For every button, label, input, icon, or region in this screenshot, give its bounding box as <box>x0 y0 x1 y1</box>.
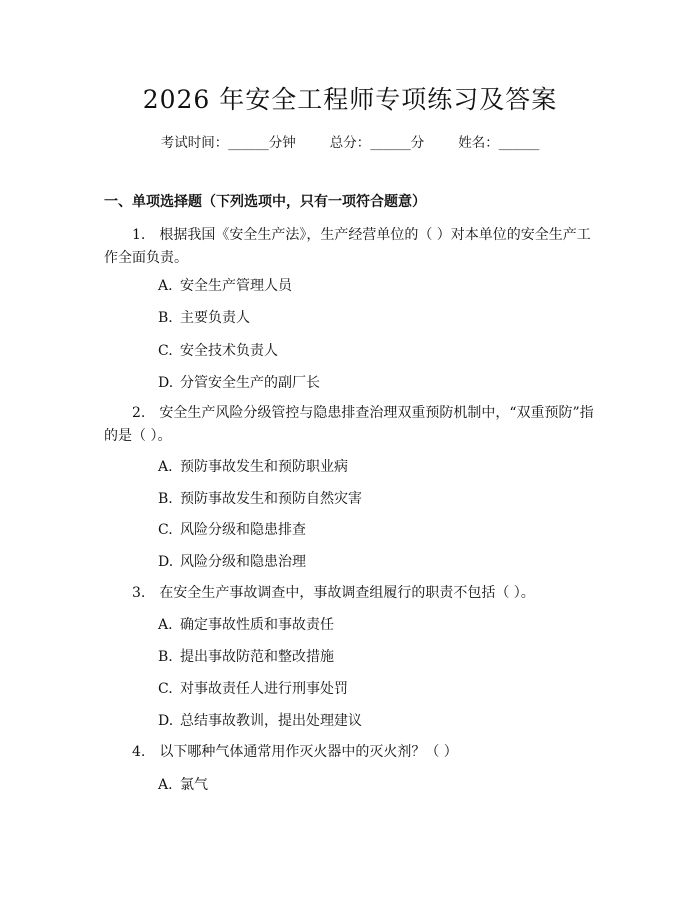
question-4 <box>104 741 594 764</box>
option-letter: A. <box>158 777 173 793</box>
option-4a <box>158 774 208 794</box>
option-letter: A. <box>158 617 173 633</box>
option-1d <box>158 372 320 392</box>
option-1b <box>158 307 250 327</box>
question-text: 以下哪种气体通常用作灭火器中的灭火剂？（ ） <box>159 744 458 760</box>
option-text: 风险分级和隐患治理 <box>180 554 306 570</box>
option-text: 提出事故防范和整改措施 <box>180 649 334 665</box>
option-letter: B. <box>158 649 173 665</box>
option-text: 分管安全生产的副厂长 <box>180 375 320 391</box>
option-2b <box>158 488 362 508</box>
option-letter: D. <box>158 375 174 391</box>
section-heading: 一、单项选择题（下列选项中，只有一项符合题意） <box>104 194 426 210</box>
option-letter: C. <box>158 343 173 359</box>
option-text: 主要负责人 <box>180 310 250 326</box>
total-score: 总分：______分 <box>329 135 425 151</box>
option-1a <box>158 275 292 295</box>
option-text: 氯气 <box>180 777 208 793</box>
option-text: 安全技术负责人 <box>180 343 278 359</box>
option-letter: C. <box>158 522 173 538</box>
question-text: 根据我国《安全生产法》，生产经营单位的（ ）对本单位的安全生产工作全面负责。 <box>104 227 591 266</box>
option-text: 总结事故教训，提出处理建议 <box>180 713 362 729</box>
question-3 <box>104 582 594 605</box>
option-letter: B. <box>158 491 173 507</box>
option-text: 风险分级和隐患排查 <box>180 522 306 538</box>
option-text: 预防事故发生和预防职业病 <box>180 459 348 475</box>
option-text: 确定事故性质和事故责任 <box>180 617 334 633</box>
option-letter: A. <box>158 278 173 294</box>
question-text: 在安全生产事故调查中，事故调查组履行的职责不包括（ ）。 <box>159 585 535 601</box>
question-number: 4. <box>132 744 146 760</box>
option-2d <box>158 551 306 571</box>
question-number: 3. <box>132 585 146 601</box>
exam-info-row <box>0 131 700 151</box>
option-letter: D. <box>158 554 174 570</box>
document-title: 2026 年安全工程师专项练习及答案 <box>142 85 558 114</box>
option-2c <box>158 519 306 539</box>
option-text: 对事故责任人进行刑事处罚 <box>180 681 348 697</box>
option-3a <box>158 614 334 634</box>
question-number: 1. <box>132 227 146 243</box>
question-text: 安全生产风险分级管控与隐患排查治理双重预防机制中，“双重预防”指的是（ ）。 <box>104 405 594 444</box>
exam-time: 考试时间：______分钟 <box>160 135 296 151</box>
option-letter: B. <box>158 310 173 326</box>
option-1c <box>158 340 278 360</box>
question-number: 2. <box>132 405 146 421</box>
option-letter: A. <box>158 459 173 475</box>
option-3d <box>158 710 362 730</box>
option-letter: D. <box>158 713 174 729</box>
option-2a <box>158 456 348 476</box>
option-3c <box>158 678 348 698</box>
option-letter: C. <box>158 681 173 697</box>
question-1 <box>104 224 594 270</box>
question-2 <box>104 402 594 448</box>
option-3b <box>158 646 334 666</box>
option-text: 安全生产管理人员 <box>180 278 292 294</box>
option-text: 预防事故发生和预防自然灾害 <box>180 491 362 507</box>
candidate-name: 姓名：______ <box>458 135 540 151</box>
